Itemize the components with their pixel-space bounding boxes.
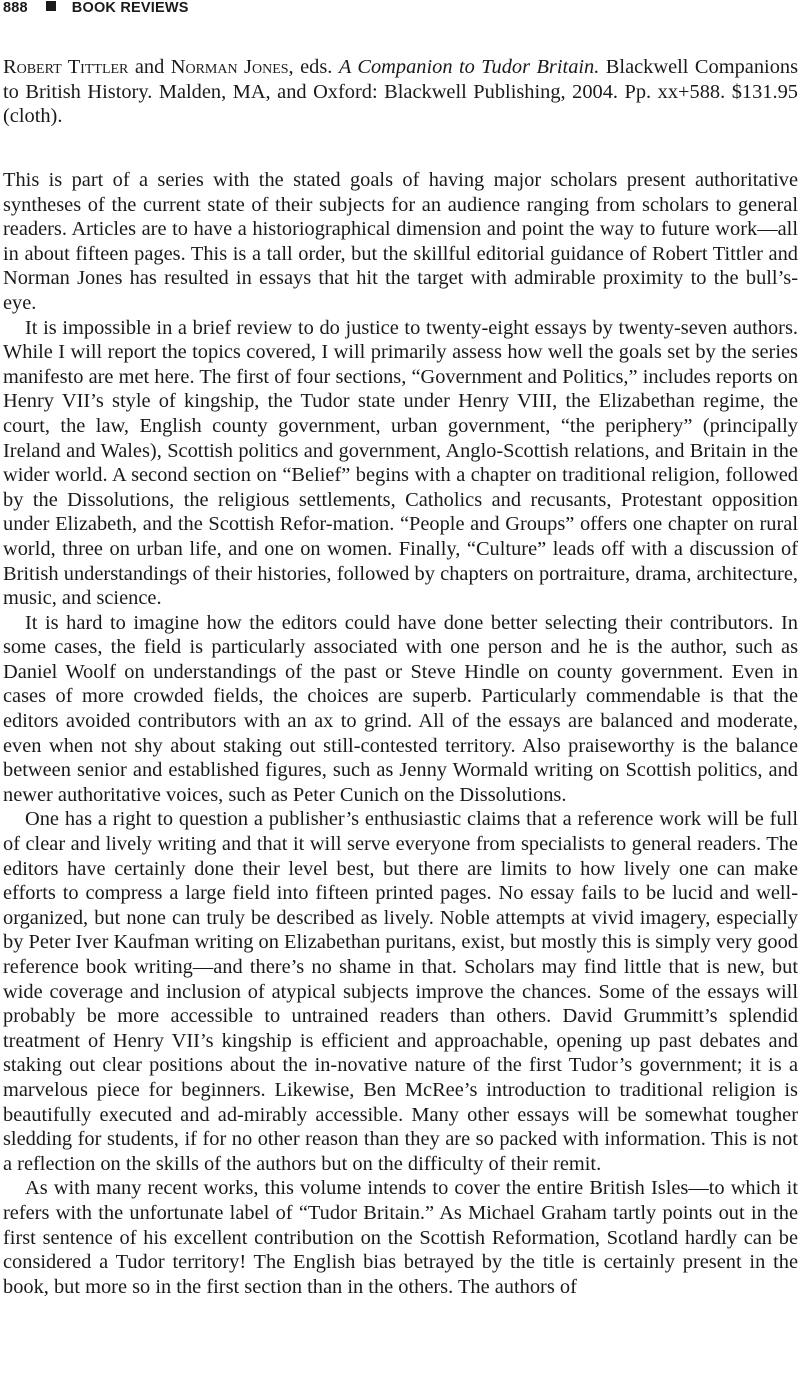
paragraph: It is hard to imagine how the editors could have done better selecting their contributors. In some cases, the field is particularly associated with one person and he is the author, such as Daniel Woolf on understandings of the past or Steve Hindle on county government. Even in cases of more crowded fields, the choices are superb. Particularly commendable is that the editors avoided contributors with an ax to grind. All of the essays are balanced and moderate, even when not shy about staking out still-contested territory. Also praiseworthy is the balance between senior and established figures, such as Jenny Wormald writing on Scottish politics, and newer authoritative voices, such as Peter Cunich on the Dissolutions.: [3, 611, 798, 806]
editor-name: Robert Tittler: [3, 56, 129, 78]
review-body: [3, 168, 798, 1299]
section-title: BOOK REVIEWS: [71, 0, 189, 16]
book-title: A Companion to Tudor Britain.: [338, 56, 600, 78]
editor-name: Norman Jones: [170, 56, 289, 78]
paragraph: One has a right to question a publisher’s enthusiastic claims that a reference work will be full of clear and lively writing and that it will serve everyone from specialists to general readers. The editors have certainly done their level best, but there are limits to how lively one can make efforts to compress a large field into fifteen printed pages. No essay fails to be lucid and well-organized, but none can truly be described as lively. Noble attempts at vivid imagery, especially by Peter Iver Kaufman writing on Elizabethan puritans, exist, but mostly this is simply very good reference book writing—and there’s no shame in that. Scholars may find little that is new, but wide coverage and inclusion of atypical subjects improve the chances. Some of the essays will probably be more accessible to untrained readers than others. David Grummitt’s splendid treatment of Henry VII’s kingship is efficient and approachable, opening up past debates and staking out clear positions about the in-novative nature of the first Tudor’s government; it is a marvelous piece for beginners. Likewise, Ben McRee’s introduction to traditional religion is beautifully executed and ad-mirably accessible. Many other essays will be somewhat tougher sledding for students, if for no other reason than they are so packed with information. This is not a reflection on the skills of the authors but on the difficulty of their remit.: [3, 808, 798, 1175]
paragraph: It is impossible in a brief review to do justice to twenty-eight essays by twenty-seven authors. While I will report the topics covered, I will primarily assess how well the goals set by the series manifesto are met here. The first of four sections, “Government and Politics,” includes reports on Henry VII’s style of kingship, the Tudor state under Henry VIII, the Elizabethan regime, the court, the law, English county government, urban government, “the periphery” (principally Ireland and Wales), Scottish politics and government, Anglo-Scottish relations, and Britain in the wider world. A second section on “Belief” begins with a chapter on traditional religion, followed by the Dissolutions, the religious settlements, Catholics and recusants, Protestant opposition under Elizabeth, and the Scottish Refor-mation. “People and Groups” offers one chapter on rural world, three on urban life, and one on women. Finally, “Culture” leads off with a discussion of British understandings of their histories, followed by chapters on portraiture, drama, architecture, music, and science.: [3, 316, 798, 610]
book-citation: [3, 55, 798, 129]
paragraph: As with many recent works, this volume intends to cover the entire British Isles—to which it refers with the unfortunate label of “Tudor Britain.” As Michael Graham tartly points out in the first sentence of his excellent contribution on the Scottish Reformation, Scotland hardly can be considered a Tudor territory! The English bias betrayed by the title is certainly present in the book, but more so in the first section than in the others. The authors of: [3, 1177, 798, 1298]
running-head: [3, 0, 189, 20]
paragraph: This is part of a series with the stated goals of having major scholars present authoritative syntheses of the current state of their subjects for an audience ranging from scholars to general readers. Articles are to have a historiographical dimension and point the way to future work—all in about fifteen pages. This is a tall order, but the skillful editorial guidance of Robert Tittler and Norman Jones has resulted in essays that hit the target with admirable proximity to the bull’s-eye.: [3, 169, 798, 314]
publication-details: Blackwell Companions to British History. Malden, MA, and Oxford: Blackwell Publishing, 2004. Pp. xx+588. $131.95 (cloth).: [3, 56, 799, 127]
citation-text: , eds.: [288, 56, 339, 78]
page-number: 888: [3, 0, 28, 16]
citation-text: and: [128, 56, 171, 78]
square-bullet-icon: [46, 1, 56, 11]
